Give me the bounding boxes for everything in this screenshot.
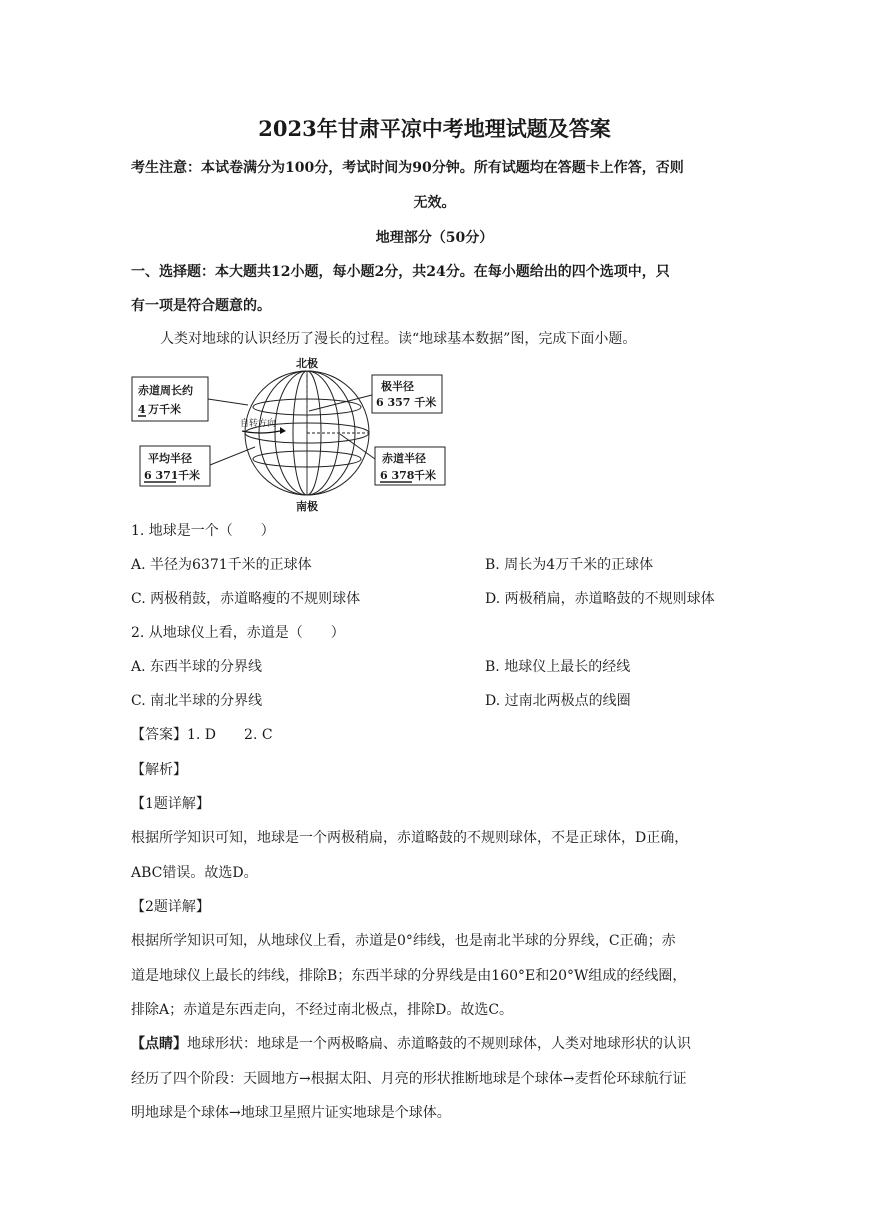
mean-radius-value: 6 371 <box>144 469 179 482</box>
note-line-1 <box>131 1034 691 1054</box>
polar-radius-label: 极半径 <box>381 380 414 393</box>
equator-radius-unit: 千米 <box>414 469 436 482</box>
question-1-option-b: B. 周长为4万千米的正球体 <box>485 557 654 573</box>
mean-radius-pointer <box>210 447 255 465</box>
question-2-option-c: C. 南北半球的分界线 <box>131 693 263 709</box>
rotation-arrow <box>242 431 280 433</box>
note-text-1: 地球形状：地球是一个两极略扁、赤道略鼓的不规则球体，人类对地球形状的认识 <box>187 1036 691 1052</box>
detail-2-line-1: 根据所学知识可知，从地球仪上看，赤道是0°纬线，也是南北半球的分界线，C正确；赤 <box>131 933 676 949</box>
equator-radius-pointer <box>340 434 375 459</box>
part-one-heading-2: 有一项是符合题意的。 <box>131 298 271 314</box>
question-2-option-d: D. 过南北两极点的线圈 <box>485 693 631 709</box>
notice-line-1: 考生注意：本试卷满分为100分，考试时间为90分钟。所有试题均在答题卡上作答，否则 <box>131 160 684 176</box>
mean-radius-label: 平均半径 <box>148 452 192 465</box>
equator-circumference-value: 4 <box>138 403 146 416</box>
notice-line-2: 无效。 <box>413 195 456 211</box>
question-2-option-a: A. 东西半球的分界线 <box>131 659 263 675</box>
question-intro: 人类对地球的认识经历了漫长的过程。读“地球基本数据”图，完成下面小题。 <box>160 331 637 347</box>
note-line-2: 经历了四个阶段：天圆地方→根据太阳、月亮的形状推断地球是个球体→麦哲伦环球航行证 <box>131 1071 687 1087</box>
south-pole-label: 南极 <box>296 500 318 513</box>
rotation-label: 自转方向 <box>240 419 277 429</box>
earth-data-diagram <box>130 355 450 515</box>
detail-1-heading: 【1题详解】 <box>131 796 210 812</box>
note-line-3: 明地球是个球体→地球卫星照片证实地球是个球体。 <box>131 1105 451 1121</box>
equator-radius-label: 赤道半径 <box>382 452 426 465</box>
question-2-option-b: B. 地球仪上最长的经线 <box>485 659 631 675</box>
question-1-stem: 1. 地球是一个（ ） <box>131 523 275 539</box>
note-heading: 【点睛】 <box>131 1036 187 1052</box>
north-pole-label: 北极 <box>296 357 318 370</box>
equator-radius-value: 6 378 <box>380 469 415 482</box>
detail-1-line-1: 根据所学知识可知，地球是一个两极稍扁，赤道略鼓的不规则球体，不是正球体，D正确， <box>131 830 689 846</box>
part-one-heading-1: 一、选择题：本大题共12小题，每小题2分，共24分。在每小题给出的四个选项中，只 <box>131 264 670 280</box>
detail-2-heading: 【2题详解】 <box>131 899 210 915</box>
analysis-heading: 【解析】 <box>131 762 187 778</box>
question-1-option-c: C. 两极稍鼓，赤道略瘦的不规则球体 <box>131 591 361 607</box>
detail-2-line-3: 排除A；赤道是东西走向，不经过南北极点，排除D。故选C。 <box>131 1002 514 1018</box>
equator-circumference-unit: 万千米 <box>148 403 181 416</box>
detail-1-line-2: ABC错误。故选D。 <box>131 865 258 881</box>
detail-2-line-2: 道是地球仪上最长的纬线，排除B；东西半球的分界线是由160°E和20°W组成的经线圈， <box>131 968 687 984</box>
mean-radius-unit: 千米 <box>178 469 200 482</box>
answer-line: 【答案】1. D 2. C <box>131 727 273 743</box>
equator-circumference-label: 赤道周长约 <box>138 384 193 397</box>
question-1-option-d: D. 两极稍扁，赤道略鼓的不规则球体 <box>485 591 715 607</box>
section-title: 地理部分（50分） <box>375 230 494 246</box>
page-title: 2023年甘肃平凉中考地理试题及答案 <box>258 116 611 141</box>
polar-radius-value: 6 357 千米 <box>376 396 437 409</box>
rotation-arrowhead <box>280 427 286 434</box>
equator-circumference-pointer <box>208 399 248 405</box>
question-1-option-a: A. 半径为6371千米的正球体 <box>131 557 312 573</box>
question-2-stem: 2. 从地球仪上看，赤道是（ ） <box>131 625 345 641</box>
